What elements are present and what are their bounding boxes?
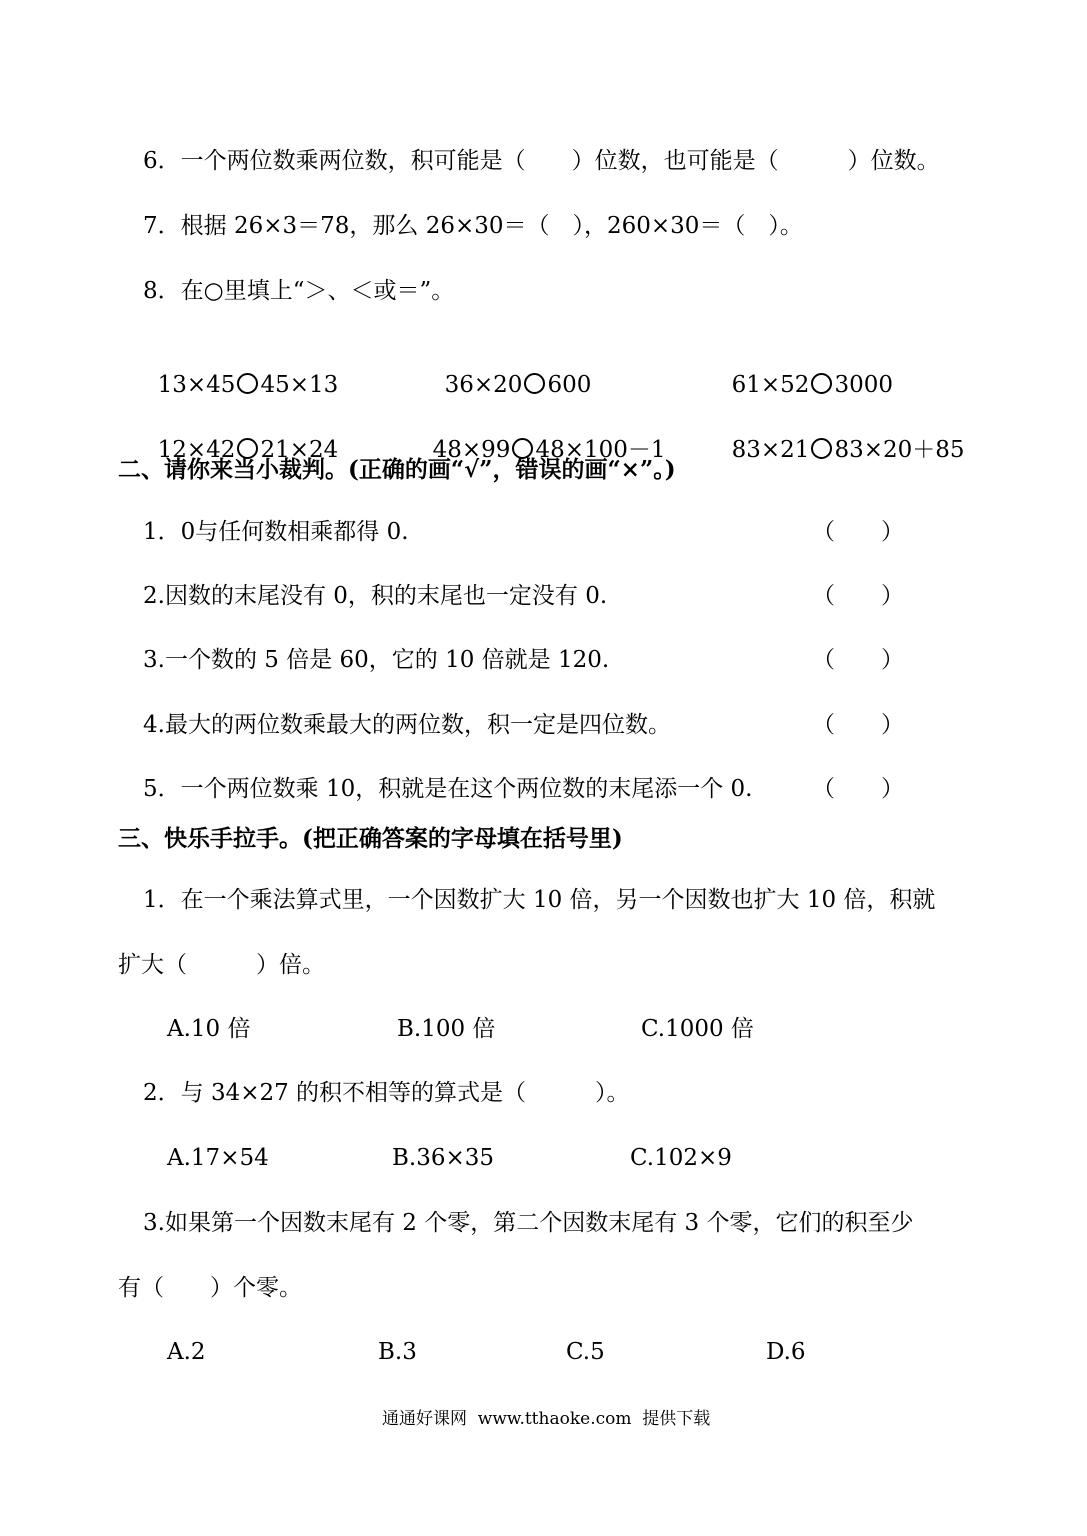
compare-circle-icon[interactable]: [811, 373, 832, 394]
section-heading-choice: 三、快乐手拉手。(把正确答案的字母填在括号里): [118, 825, 623, 852]
judge-item: 3.一个数的 5 倍是 60，它的 10 倍就是 120.: [143, 647, 610, 673]
option-a[interactable]: A.10 倍: [167, 1016, 251, 1042]
choice-question-1: 1．在一个乘法算式里，一个因数扩大 10 倍，另一个因数也扩大 10 倍，积就: [143, 887, 936, 913]
answer-paren[interactable]: （ ）: [812, 519, 904, 545]
choice-question-3-cont: 有（ ）个零。: [118, 1275, 302, 1301]
answer-paren[interactable]: （ ）: [812, 647, 904, 673]
option-b[interactable]: B.3: [378, 1339, 417, 1365]
section-heading-judge: 二、请你来当小裁判。(正确的画“√”，错误的画“×”。): [118, 456, 676, 483]
option-d[interactable]: D.6: [766, 1339, 806, 1365]
compare-right: 48×100－1: [535, 437, 666, 463]
compare-circle-icon[interactable]: [524, 373, 545, 394]
answer-paren[interactable]: （ ）: [812, 712, 904, 738]
option-a[interactable]: A.17×54: [167, 1145, 269, 1171]
choice-question-2: 2．与 34×27 的积不相等的算式是（ ）。: [143, 1080, 630, 1106]
page-footer: 通通好课网 www.tthaoke.com 提供下载: [382, 1409, 711, 1429]
compare-left: 36×20: [444, 372, 523, 398]
answer-paren[interactable]: （ ）: [812, 583, 904, 609]
compare-item: [430, 340, 591, 400]
judge-item: 2.因数的末尾没有 0，积的末尾也一定没有 0.: [143, 583, 608, 609]
option-c[interactable]: C.1000 倍: [641, 1016, 754, 1042]
option-a[interactable]: A.2: [167, 1339, 206, 1365]
compare-right: 21×24: [260, 437, 339, 463]
compare-circle-icon[interactable]: [237, 373, 258, 394]
judge-item: 4.最大的两位数乘最大的两位数，积一定是四位数。: [143, 712, 671, 738]
compare-item: [717, 405, 965, 465]
compare-right: 83×20＋85: [834, 437, 965, 463]
compare-right: 3000: [834, 372, 893, 398]
option-c[interactable]: C.102×9: [630, 1145, 732, 1171]
option-c[interactable]: C.5: [566, 1339, 605, 1365]
compare-left: 12×42: [157, 437, 236, 463]
choice-question-3: 3.如果第一个因数末尾有 2 个零，第二个因数末尾有 3 个零，它们的积至少: [143, 1210, 914, 1236]
compare-circle-icon[interactable]: [811, 438, 832, 459]
question-7: 7．根据 26×3＝78，那么 26×30＝（ ），260×30＝（ ）。: [143, 213, 803, 239]
answer-paren[interactable]: （ ）: [812, 776, 904, 802]
judge-item: 5．一个两位数乘 10，积就是在这个两位数的末尾添一个 0.: [143, 776, 753, 802]
compare-left: 83×21: [731, 437, 810, 463]
question-6: 6．一个两位数乘两位数，积可能是（ ）位数，也可能是（ ）位数。: [143, 148, 940, 174]
judge-item: 1．0与任何数相乘都得 0.: [143, 519, 409, 545]
compare-left: 13×45: [157, 372, 236, 398]
compare-item: [717, 340, 893, 400]
choice-question-1-cont: 扩大（ ）倍。: [118, 952, 325, 978]
compare-right: 600: [547, 372, 592, 398]
compare-right: 45×13: [260, 372, 339, 398]
option-b[interactable]: B.100 倍: [397, 1016, 496, 1042]
compare-left: 48×99: [432, 437, 511, 463]
compare-left: 61×52: [731, 372, 810, 398]
option-b[interactable]: B.36×35: [392, 1145, 495, 1171]
question-8: 8．在○里填上“＞、＜或＝”。: [143, 278, 455, 304]
compare-item: [143, 340, 338, 400]
